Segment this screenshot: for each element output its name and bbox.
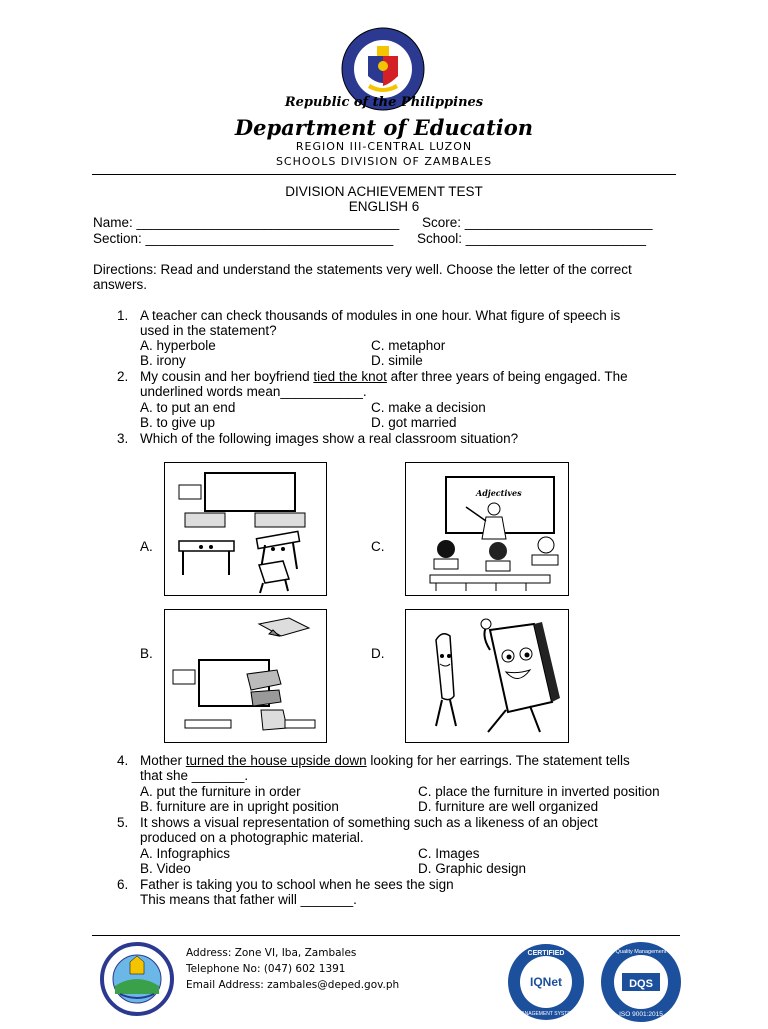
q6-line-1: Father is taking you to school when he sees the sign — [140, 877, 454, 892]
iso-text: ISO 9001:2015 — [619, 1011, 663, 1018]
department-heading: Department of Education — [234, 115, 534, 140]
management-system-text: MANAGEMENT SYSTEM — [517, 1011, 575, 1017]
footer-address: Address: Zone VI, Iba, Zambales — [186, 947, 357, 959]
q1-line-1: A teacher can check thousands of modules in one hour. What figure of speech is — [140, 308, 621, 323]
q4-option-b[interactable]: B. furniture are in upright position — [140, 799, 339, 814]
q5-option-c[interactable]: C. Images — [418, 846, 480, 861]
q2-option-c[interactable]: C. make a decision — [371, 400, 486, 415]
division-seal — [100, 942, 174, 1016]
q4-text-pre: Mother — [140, 753, 186, 768]
name-label: Name: — [93, 215, 133, 230]
q3-option-a-label[interactable]: A. — [140, 539, 153, 554]
q2-option-d[interactable]: D. got married — [371, 415, 457, 430]
test-subject: ENGLISH 6 — [348, 199, 420, 214]
q2-line-2: underlined words mean___________. — [140, 384, 367, 399]
directions-line-1: Directions: Read and understand the statements very well. Choose the letter of the correct — [93, 262, 632, 277]
q4-text-post: looking for her earrings. The statement tells — [366, 753, 630, 768]
division-heading: SCHOOLS DIVISION OF ZAMBALES — [275, 155, 493, 168]
section-field[interactable] — [93, 231, 393, 247]
q6-line-2: This means that father will _______. — [140, 892, 357, 907]
dqs-iso-logo — [598, 940, 684, 1024]
q4-option-d[interactable]: D. furniture are well organized — [418, 799, 599, 814]
q2-text-pre: My cousin and her boyfriend — [140, 369, 314, 384]
section-label: Section: — [93, 231, 142, 246]
test-title: DIVISION ACHIEVEMENT TEST — [285, 184, 483, 199]
section-line: _________________________________ — [145, 231, 394, 246]
q4-underlined-phrase: turned the house upside down — [185, 753, 367, 768]
q3-number: 3. — [117, 431, 129, 446]
name-line: ___________________________________ — [136, 215, 400, 230]
board-word: Adjectives — [476, 488, 522, 498]
score-label: Score: — [422, 215, 462, 230]
q5-line-1: It shows a visual representation of something such as a likeness of an object — [140, 815, 598, 830]
q1-option-b[interactable]: B. irony — [140, 353, 186, 368]
q3-option-b-label[interactable]: B. — [140, 646, 153, 661]
iqnet-certified-logo — [502, 942, 590, 1022]
q5-option-b[interactable]: B. Video — [140, 861, 191, 876]
q1-option-c[interactable]: C. metaphor — [371, 338, 446, 353]
q3-picture-b-chaotic-classroom[interactable] — [164, 609, 327, 743]
q3-picture-a-animated-furniture[interactable] — [164, 462, 327, 596]
q1-line-2: used in the statement? — [140, 323, 277, 338]
q4-line-1 — [140, 753, 630, 769]
q3-line-1: Which of the following images show a real classroom situation? — [140, 431, 519, 446]
q2-option-a[interactable]: A. to put an end — [140, 400, 236, 415]
q3-picture-c-real-classroom[interactable] — [405, 462, 569, 596]
school-label: School: — [417, 231, 463, 246]
q1-number: 1. — [117, 308, 129, 323]
q2-text-post: after three years of being engaged. The — [386, 369, 628, 384]
school-field[interactable] — [417, 231, 646, 247]
q5-option-a[interactable]: A. Infographics — [140, 846, 231, 861]
q5-option-d[interactable]: D. Graphic design — [418, 861, 527, 876]
header-divider — [92, 174, 676, 175]
q6-number: 6. — [117, 877, 129, 892]
footer-divider — [92, 935, 680, 936]
republic-heading: Republic of the Philippines — [284, 95, 484, 110]
q2-option-b[interactable]: B. to give up — [140, 415, 216, 430]
q1-option-a[interactable]: A. hyperbole — [140, 338, 216, 353]
score-line: _________________________ — [464, 215, 653, 230]
q3-option-d-label[interactable]: D. — [371, 646, 385, 661]
dqs-brand: DQS — [629, 978, 653, 990]
q4-number: 4. — [117, 753, 129, 768]
quality-management-text: Quality Management — [615, 949, 667, 955]
name-field[interactable] — [93, 215, 399, 231]
iqnet-brand: IQNet — [529, 975, 563, 989]
q4-option-a[interactable]: A. put the furniture in order — [140, 784, 301, 799]
q2-number: 2. — [117, 369, 129, 384]
footer-telephone: Telephone No: (047) 602 1391 — [186, 963, 346, 975]
region-heading: REGION III-CENTRAL LUZON — [295, 140, 473, 153]
footer-email[interactable]: Email Address: zambales@deped.gov.ph — [186, 979, 400, 991]
q5-line-2: produced on a photographic material. — [140, 830, 364, 845]
q4-option-c[interactable]: C. place the furniture in inverted position — [418, 784, 660, 799]
directions-line-2: answers. — [93, 277, 148, 292]
score-field[interactable] — [422, 215, 653, 231]
q2-line-1 — [140, 369, 628, 385]
q2-underlined-phrase: tied the knot — [313, 369, 387, 384]
q3-picture-d-cartoon-eraser-chalk[interactable] — [405, 609, 569, 743]
q1-option-d[interactable]: D. simile — [371, 353, 423, 368]
certified-text: CERTIFIED — [527, 950, 565, 957]
q3-option-c-label[interactable]: C. — [371, 539, 385, 554]
q5-number: 5. — [117, 815, 129, 830]
school-line: ________________________ — [465, 231, 646, 246]
q4-line-2: that she _______. — [140, 768, 249, 783]
